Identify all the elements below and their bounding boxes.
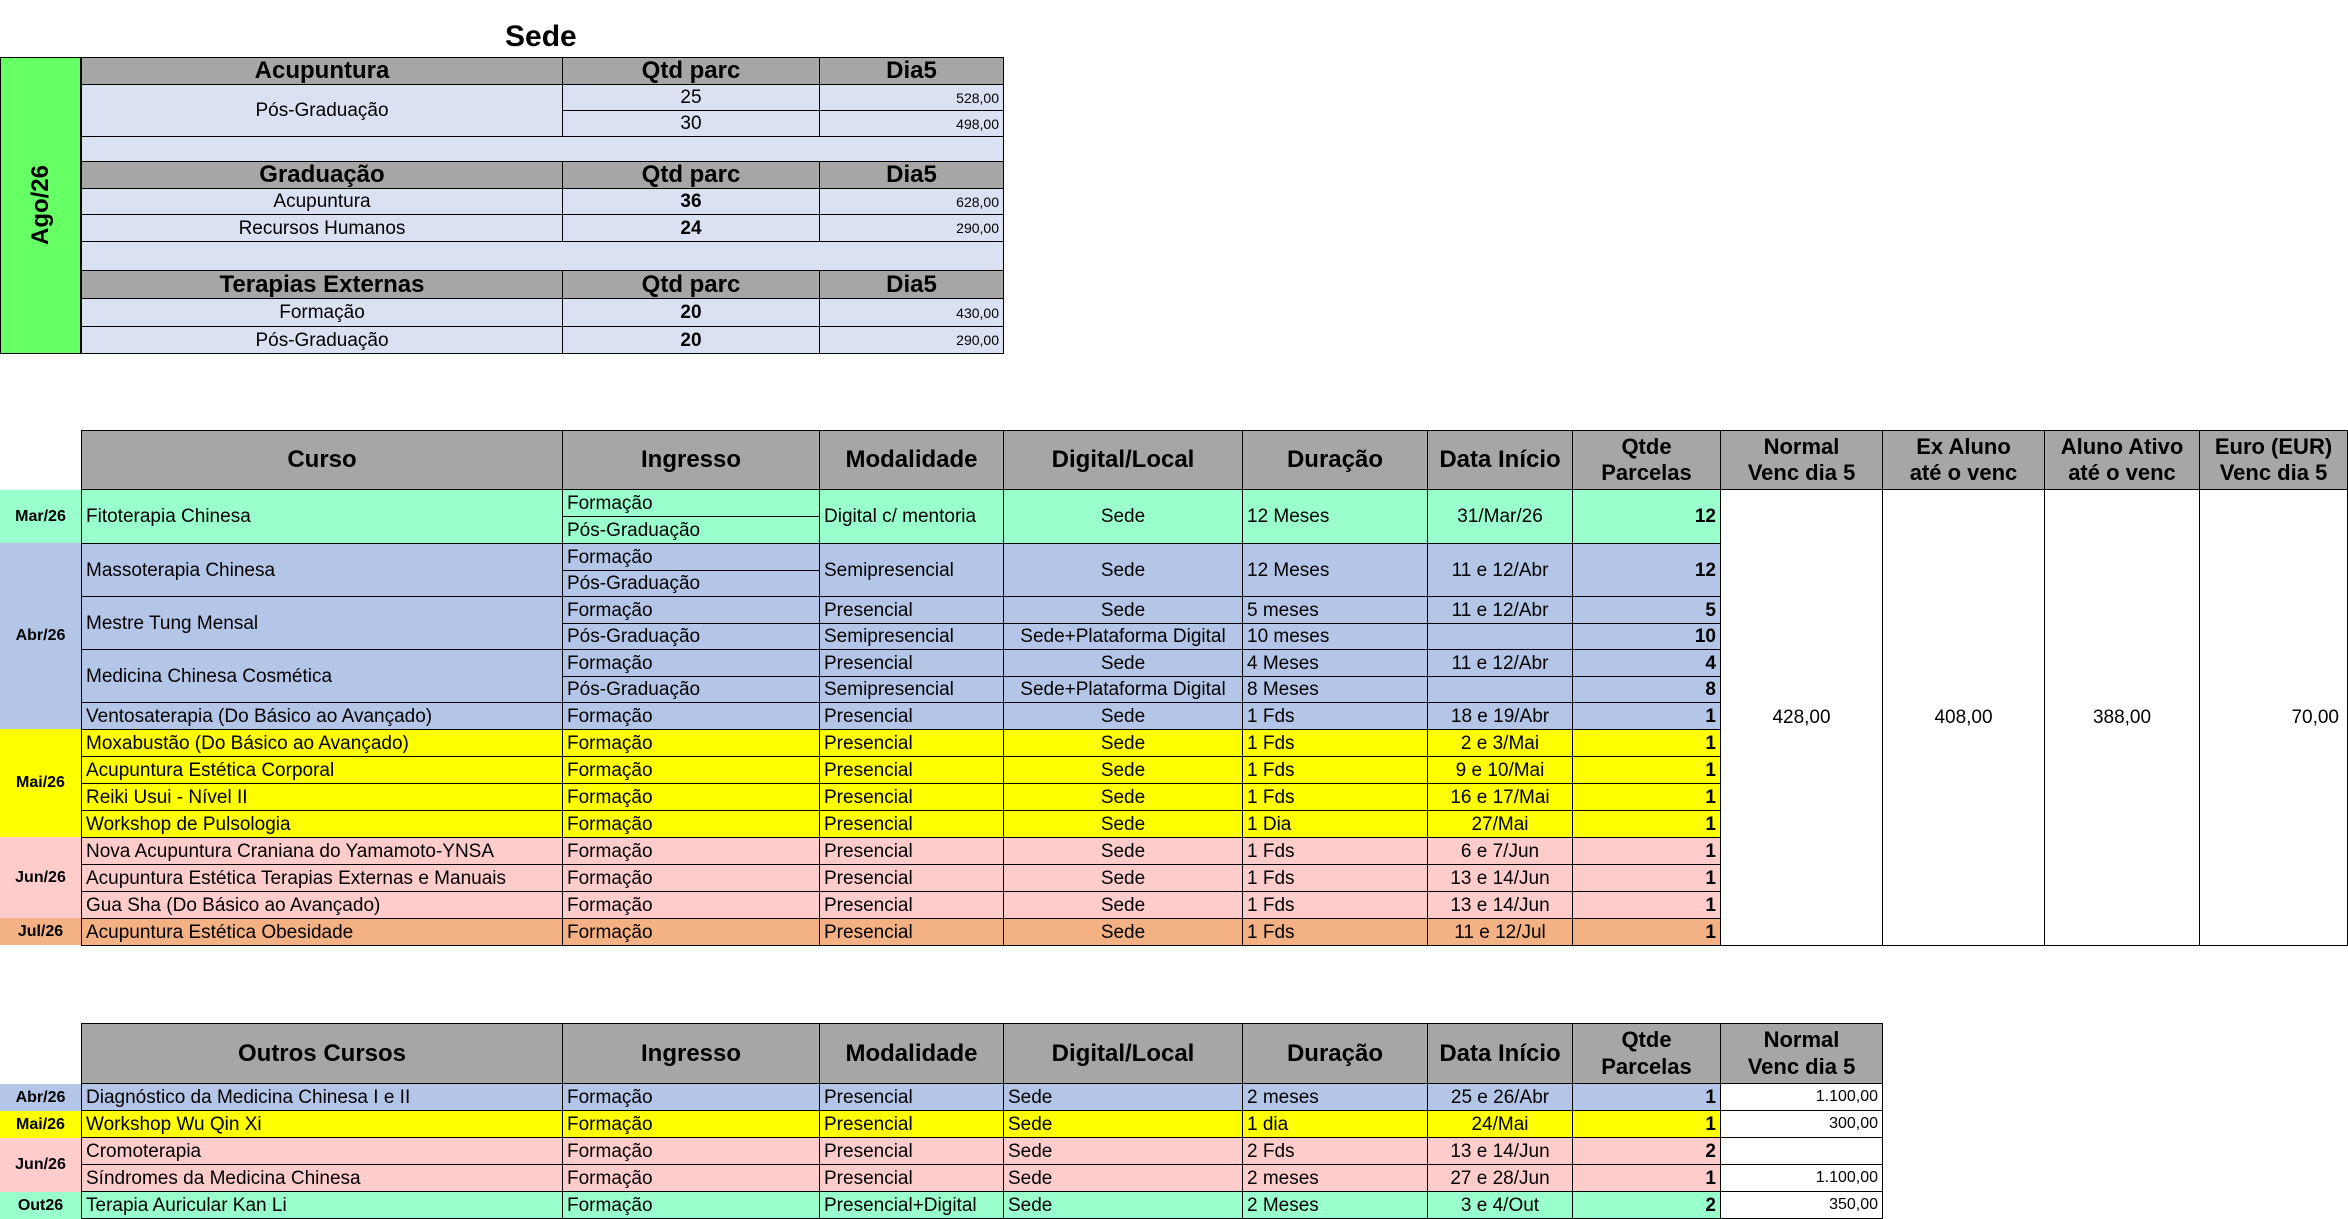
outros-month-abr: Abr/26 [0,1084,81,1111]
row-ynsa-qtde: 1 [1572,837,1721,865]
terapias-dia5-1: 430,00 [819,298,1004,327]
col-header-duracao: Duração [1242,430,1428,490]
col-header-ativo-line1: Aluno Ativo [2060,433,2184,459]
col-header-modalidade: Modalidade [819,430,1004,490]
row-masso-data: 11 e 12/Abr [1427,543,1573,597]
outros-row-wuqin-curso: Workshop Wu Qin Xi [81,1110,563,1138]
outros-header-curso: Outros Cursos [81,1023,563,1084]
row-tung-modalidade-2: Semipresencial [819,623,1004,650]
col-header-qtde-line2: Parcelas [1601,460,1692,485]
row-masso-local: Sede [1003,543,1243,597]
acupuntura-header: Acupuntura [81,57,563,85]
row-obes-ingresso: Formação [562,918,820,946]
row-moxa-duracao: 1 Fds [1242,729,1428,757]
outros-row-sindr-local: Sede [1003,1164,1243,1192]
row-cosm-curso: Medicina Chinesa Cosmética [81,649,563,703]
outros-header-digital-local: Digital/Local [1003,1023,1243,1084]
terapias-dia5-header: Dia5 [819,270,1004,299]
outros-header-data-inicio: Data Início [1427,1023,1573,1084]
row-ynsa-data: 6 e 7/Jun [1427,837,1573,865]
row-tung-local-2: Sede+Plataforma Digital [1003,623,1243,650]
outros-row-sindr-ingresso: Formação [562,1164,820,1192]
acupuntura-dia5-1: 528,00 [819,84,1004,111]
row-tung-modalidade-1: Presencial [819,596,1004,624]
col-header-qtde-parcelas [1572,430,1721,490]
graduacao-qtd-2: 24 [562,214,820,242]
row-obes-duracao: 1 Fds [1242,918,1428,946]
month-label-abr: Abr/26 [0,543,81,729]
row-cosm-data: 11 e 12/Abr [1427,649,1573,677]
row-pulso-duracao: 1 Dia [1242,810,1428,838]
col-header-euro [2199,430,2348,490]
row-tung-qtde-2: 10 [1572,623,1721,650]
row-guasha-qtde: 1 [1572,891,1721,919]
row-pulso-ingresso: Formação [562,810,820,838]
outros-header-qtde [1572,1023,1721,1084]
outros-header-qtde-line2: Parcelas [1601,1053,1692,1079]
row-masso-ingresso-1: Formação [562,543,820,571]
col-header-digital-local: Digital/Local [1003,430,1243,490]
col-header-curso: Curso [81,430,563,490]
month-label-mai: Mai/26 [0,729,81,837]
outros-row-kanli-local: Sede [1003,1191,1243,1219]
row-moxa-modalidade: Presencial [819,729,1004,757]
col-header-qtde-line1: Qtde [1621,433,1672,459]
row-reiki-local: Sede [1003,783,1243,811]
row-reiki-modalidade: Presencial [819,783,1004,811]
month-label-mar: Mar/26 [0,490,81,543]
row-cosm-local-2: Sede+Plataforma Digital [1003,676,1243,703]
row-masso-duracao: 12 Meses [1242,543,1428,597]
row-tung-duracao-1: 5 meses [1242,596,1428,624]
graduacao-header: Graduação [81,161,563,189]
terapias-dia5-2: 290,00 [819,326,1004,354]
row-ynsa-curso: Nova Acupuntura Craniana do Yamamoto-YNSA [81,837,563,865]
row-reiki-ingresso: Formação [562,783,820,811]
row-acuest-curso: Acupuntura Estética Corporal [81,756,563,784]
outros-row-diag-duracao: 2 meses [1242,1083,1428,1111]
graduacao-dia5-1: 628,00 [819,188,1004,215]
outros-row-diag-qtde: 1 [1572,1083,1721,1111]
row-tung-qtde-1: 5 [1572,596,1721,624]
outros-row-wuqin-normal: 300,00 [1720,1110,1883,1138]
row-cosm-local-1: Sede [1003,649,1243,677]
outros-row-cromo-curso: Cromoterapia [81,1137,563,1165]
row-guasha-duracao: 1 Fds [1242,891,1428,919]
row-tung-curso: Mestre Tung Mensal [81,596,563,650]
row-vento-ingresso: Formação [562,702,820,730]
outros-row-diag-modalidade: Presencial [819,1083,1004,1111]
col-header-ex-line2: até o venc [1909,460,2018,485]
outros-row-cromo-modalidade: Presencial [819,1137,1004,1165]
outros-header-normal-line1: Normal [1763,1027,1840,1053]
row-acuest-modalidade: Presencial [819,756,1004,784]
row-acuext-local: Sede [1003,864,1243,892]
terapias-header: Terapias Externas [81,270,563,299]
outros-month-jun: Jun/26 [0,1138,81,1192]
outros-row-sindr-modalidade: Presencial [819,1164,1004,1192]
col-header-ex-aluno [1882,430,2045,490]
row-acuest-ingresso: Formação [562,756,820,784]
row-cosm-duracao-2: 8 Meses [1242,676,1428,703]
price-euro: 70,00 [2199,489,2348,946]
row-vento-local: Sede [1003,702,1243,730]
period-label: Ago/26 [26,165,54,246]
outros-row-wuqin-data: 24/Mai [1427,1110,1573,1138]
row-guasha-ingresso: Formação [562,891,820,919]
outros-row-sindr-qtde: 1 [1572,1164,1721,1192]
row-pulso-curso: Workshop de Pulsologia [81,810,563,838]
row-guasha-curso: Gua Sha (Do Básico ao Avançado) [81,891,563,919]
row-fito-data: 31/Mar/26 [1427,489,1573,544]
row-pulso-local: Sede [1003,810,1243,838]
period-side-label [0,57,81,354]
price-aluno-ativo: 388,00 [2044,489,2200,946]
row-vento-data: 18 e 19/Abr [1427,702,1573,730]
row-moxa-curso: Moxabustão (Do Básico ao Avançado) [81,729,563,757]
outros-row-sindr-duracao: 2 meses [1242,1164,1428,1192]
outros-row-kanli-normal: 350,00 [1720,1191,1883,1219]
row-fito-curso: Fitoterapia Chinesa [81,489,563,544]
row-obes-local: Sede [1003,918,1243,946]
row-acuest-qtde: 1 [1572,756,1721,784]
outros-row-cromo-data: 13 e 14/Jun [1427,1137,1573,1165]
col-header-ex-line1: Ex Aluno [1916,433,2011,459]
row-tung-data-empty [1427,623,1573,650]
outros-month-mai: Mai/26 [0,1111,81,1138]
col-header-aluno-ativo [2044,430,2200,490]
row-masso-curso: Massoterapia Chinesa [81,543,563,597]
acupuntura-qtd-1: 25 [562,84,820,111]
outros-row-kanli-ingresso: Formação [562,1191,820,1219]
outros-row-kanli-duracao: 2 Meses [1242,1191,1428,1219]
row-cosm-modalidade-1: Presencial [819,649,1004,677]
graduacao-dia5-2: 290,00 [819,214,1004,242]
row-acuext-data: 13 e 14/Jun [1427,864,1573,892]
row-fito-ingresso-2: Pós-Graduação [562,516,820,544]
row-pulso-qtde: 1 [1572,810,1721,838]
row-obes-curso: Acupuntura Estética Obesidade [81,918,563,946]
col-header-normal [1720,430,1883,490]
row-obes-data: 11 e 12/Jul [1427,918,1573,946]
terapias-qtd-1: 20 [562,298,820,327]
row-fito-ingresso-1: Formação [562,489,820,517]
outros-row-sindr-curso: Síndromes da Medicina Chinesa [81,1164,563,1192]
terapias-qtd-header: Qtd parc [562,270,820,299]
graduacao-qtd-1: 36 [562,188,820,215]
row-ynsa-modalidade: Presencial [819,837,1004,865]
outros-header-normal-line2: Venc dia 5 [1747,1053,1856,1079]
outros-row-wuqin-ingresso: Formação [562,1110,820,1138]
acupuntura-qtd-2: 30 [562,110,820,137]
spacer-row-2 [81,241,1004,271]
col-header-ingresso: Ingresso [562,430,820,490]
row-guasha-data: 13 e 14/Jun [1427,891,1573,919]
row-obes-modalidade: Presencial [819,918,1004,946]
month-label-jul: Jul/26 [0,918,81,945]
row-masso-modalidade: Semipresencial [819,543,1004,597]
acupuntura-dia5-2: 498,00 [819,110,1004,137]
outros-row-diag-curso: Diagnóstico da Medicina Chinesa I e II [81,1083,563,1111]
row-ynsa-local: Sede [1003,837,1243,865]
row-ynsa-ingresso: Formação [562,837,820,865]
outros-row-kanli-data: 3 e 4/Out [1427,1191,1573,1219]
row-tung-local-1: Sede [1003,596,1243,624]
row-moxa-data: 2 e 3/Mai [1427,729,1573,757]
outros-row-sindr-data: 27 e 28/Jun [1427,1164,1573,1192]
outros-row-cromo-ingresso: Formação [562,1137,820,1165]
row-vento-qtde: 1 [1572,702,1721,730]
outros-row-kanli-curso: Terapia Auricular Kan Li [81,1191,563,1219]
row-acuest-local: Sede [1003,756,1243,784]
row-fito-qtde: 12 [1572,489,1721,544]
row-fito-local: Sede [1003,489,1243,544]
outros-header-qtde-line1: Qtde [1621,1027,1672,1053]
outros-month-out: Out26 [0,1192,81,1219]
outros-row-wuqin-duracao: 1 dia [1242,1110,1428,1138]
row-acuest-duracao: 1 Fds [1242,756,1428,784]
col-header-euro-line2: Venc dia 5 [2219,460,2328,485]
row-guasha-local: Sede [1003,891,1243,919]
row-cosm-qtde-2: 8 [1572,676,1721,703]
row-tung-data: 11 e 12/Abr [1427,596,1573,624]
graduacao-name-2: Recursos Humanos [81,214,563,242]
row-fito-duracao: 12 Meses [1242,489,1428,544]
row-cosm-data-empty [1427,676,1573,703]
terapias-name-2: Pós-Graduação [81,326,563,354]
outros-header-normal [1720,1023,1883,1084]
spacer-row-1 [81,136,1004,162]
row-reiki-qtde: 1 [1572,783,1721,811]
col-header-data-inicio: Data Início [1427,430,1573,490]
row-tung-ingresso-2: Pós-Graduação [562,623,820,650]
acupuntura-qtd-header: Qtd parc [562,57,820,85]
row-reiki-data: 16 e 17/Mai [1427,783,1573,811]
outros-header-ingresso: Ingresso [562,1023,820,1084]
row-cosm-modalidade-2: Semipresencial [819,676,1004,703]
row-acuext-duracao: 1 Fds [1242,864,1428,892]
outros-row-kanli-qtde: 2 [1572,1191,1721,1219]
row-acuest-data: 9 e 10/Mai [1427,756,1573,784]
row-acuext-curso: Acupuntura Estética Terapias Externas e Manuais [81,864,563,892]
outros-row-kanli-modalidade: Presencial+Digital [819,1191,1004,1219]
col-header-normal-line1: Normal [1763,433,1840,459]
row-cosm-qtde-1: 4 [1572,649,1721,677]
month-label-jun: Jun/26 [0,837,81,918]
row-reiki-duracao: 1 Fds [1242,783,1428,811]
row-tung-duracao-2: 10 meses [1242,623,1428,650]
outros-row-diag-data: 25 e 26/Abr [1427,1083,1573,1111]
price-ex-aluno: 408,00 [1882,489,2045,946]
outros-row-diag-normal: 1.100,00 [1720,1083,1883,1111]
row-acuext-qtde: 1 [1572,864,1721,892]
row-cosm-ingresso-1: Formação [562,649,820,677]
graduacao-name-1: Acupuntura [81,188,563,215]
row-cosm-ingresso-2: Pós-Graduação [562,676,820,703]
row-moxa-qtde: 1 [1572,729,1721,757]
col-header-euro-line1: Euro (EUR) [2214,433,2333,459]
terapias-qtd-2: 20 [562,326,820,354]
row-guasha-modalidade: Presencial [819,891,1004,919]
graduacao-dia5-header: Dia5 [819,161,1004,189]
row-acuext-modalidade: Presencial [819,864,1004,892]
row-cosm-duracao-1: 4 Meses [1242,649,1428,677]
outros-row-diag-ingresso: Formação [562,1083,820,1111]
row-moxa-local: Sede [1003,729,1243,757]
graduacao-qtd-header: Qtd parc [562,161,820,189]
outros-row-wuqin-qtde: 1 [1572,1110,1721,1138]
outros-row-cromo-local: Sede [1003,1137,1243,1165]
price-normal: 428,00 [1720,489,1883,946]
outros-row-cromo-qtde: 2 [1572,1137,1721,1165]
outros-row-cromo-normal [1720,1137,1883,1165]
outros-row-cromo-duracao: 2 Fds [1242,1137,1428,1165]
row-obes-qtde: 1 [1572,918,1721,946]
row-masso-ingresso-2: Pós-Graduação [562,570,820,597]
row-reiki-curso: Reiki Usui - Nível II [81,783,563,811]
acupuntura-dia5-header: Dia5 [819,57,1004,85]
row-tung-ingresso-1: Formação [562,596,820,624]
row-pulso-modalidade: Presencial [819,810,1004,838]
row-fito-modalidade: Digital c/ mentoria [819,489,1004,544]
outros-row-diag-local: Sede [1003,1083,1243,1111]
row-vento-duracao: 1 Fds [1242,702,1428,730]
outros-header-modalidade: Modalidade [819,1023,1004,1084]
row-ynsa-duracao: 1 Fds [1242,837,1428,865]
terapias-name-1: Formação [81,298,563,327]
row-moxa-ingresso: Formação [562,729,820,757]
row-masso-qtde: 12 [1572,543,1721,597]
outros-row-wuqin-local: Sede [1003,1110,1243,1138]
sede-title: Sede [505,20,577,53]
row-acuext-ingresso: Formação [562,864,820,892]
outros-row-wuqin-modalidade: Presencial [819,1110,1004,1138]
outros-header-duracao: Duração [1242,1023,1428,1084]
row-vento-modalidade: Presencial [819,702,1004,730]
col-header-ativo-line2: até o venc [2068,460,2176,485]
acupuntura-program: Pós-Graduação [81,84,563,137]
col-header-normal-line2: Venc dia 5 [1747,460,1856,485]
row-vento-curso: Ventosaterapia (Do Básico ao Avançado) [81,702,563,730]
outros-row-sindr-normal: 1.100,00 [1720,1164,1883,1192]
row-pulso-data: 27/Mai [1427,810,1573,838]
